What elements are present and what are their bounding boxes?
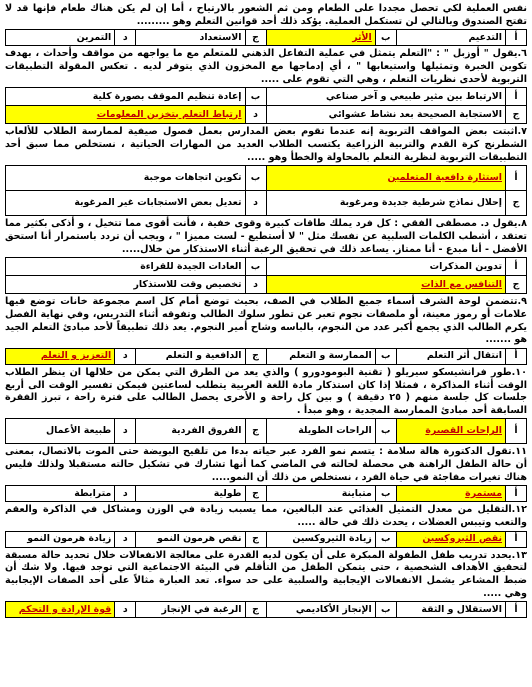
- option-letter: ج: [506, 106, 527, 124]
- question-line: الصندوق وبالتالي لن تستكمل العملية. يؤكد ذلك أحد قوانين التعلم وهو .........: [136, 15, 503, 27]
- option-letter: ب: [245, 166, 266, 191]
- question-line: الأفضل - أنا مبدع - أنا ممتاز. يساعد ذلك في تحقيق الرغبة أثناء الاستذكار من خلال.....: [121, 243, 527, 255]
- option-b-answer[interactable]: الأثر: [266, 30, 375, 46]
- option-letter: ج: [245, 30, 266, 46]
- options-table: [5, 348, 527, 365]
- question-line: يكرم الطالب الذي يجمع أكبر عدد من النجوم، بالباسه وشاح أمير النجوم. يعد ذلك تطبيقاً لأحد مبادئ التعلم الجيد: [5, 321, 527, 333]
- question-6: [5, 48, 527, 124]
- option-d-answer[interactable]: ارتباط التعلم بتخزين المعلومات: [6, 106, 246, 124]
- option-letter: أ: [506, 602, 527, 618]
- option-b[interactable]: متباينة: [266, 486, 375, 502]
- question-11: [5, 446, 527, 502]
- question-line: تكوين الخبرة وتمثيلها واستيعابها " ، أي إدماجها مع المخزون الذي يتوفر لديه . تعكس المقولة التطبيقات: [5, 60, 527, 72]
- question-line: التربوية لأحدى نظريات التعلم ، وهي التي تقوم على .....: [260, 73, 527, 85]
- question-9: [5, 296, 527, 365]
- question-line: ٦.يقول " أوزبل " : "التعلم يتمثل في عملية التفاعل الذهني للمتعلم مع ما يواجهه من مواقف وأحداث ، بهدف: [5, 48, 527, 60]
- option-c-answer[interactable]: التنافس مع الذات: [266, 276, 506, 294]
- option-letter: د: [245, 106, 266, 124]
- question-text: [5, 126, 527, 164]
- question-text: [5, 367, 527, 418]
- options-table: [5, 485, 527, 502]
- option-d[interactable]: تعديل بعض الاستجابات غير المرغوبة: [6, 191, 246, 216]
- options-table: [5, 531, 527, 548]
- question-text: [5, 446, 527, 484]
- question-line: علامات أو رموز معينة، أو ملصقات نجوم تعبر عن تطور سلوك الطالب وتفوقه أثناء التدريس، وفي نهاية الفصل: [5, 308, 527, 320]
- option-letter: أ: [506, 348, 527, 364]
- options-table: [5, 601, 527, 618]
- exam-page: [5, 3, 527, 618]
- option-b[interactable]: زيادة الثيروكسين: [266, 531, 375, 547]
- option-a[interactable]: انتقال أثر التعلم: [396, 348, 505, 364]
- option-a-answer[interactable]: الراحات القصيرة: [396, 419, 505, 444]
- option-letter: ب: [245, 88, 266, 106]
- question-line: ٨.يقول د. مصطفى الفقي : كل فرد يملك طاقات كبيرة وقوى خفية ، فأنت أقوى مما تتخيل ، و أذكى بكثير مما: [5, 218, 527, 230]
- option-letter: ج: [245, 348, 266, 364]
- option-d[interactable]: مترابطة: [6, 486, 115, 502]
- option-c[interactable]: الاستعداد: [136, 30, 245, 46]
- question-line: وهي .....: [483, 587, 527, 599]
- option-c[interactable]: الاستجابة الصحيحة بعد نشاط عشوائي: [266, 106, 506, 124]
- option-b[interactable]: إعادة تنظيم الموقف بصورة كلية: [6, 88, 246, 106]
- question-line: تغيرات مفاجئة في حياة الفرد ، نستخلص من ذلك أن النمو.....: [211, 471, 501, 483]
- option-a-answer[interactable]: نقص الثيروكسين: [396, 531, 505, 547]
- option-letter: أ: [506, 486, 527, 502]
- option-d[interactable]: تخصيص وقت للاستذكار: [6, 276, 246, 294]
- option-a[interactable]: الارتباط بين مثير طبيعي و آخر صناعي: [266, 88, 506, 106]
- option-b[interactable]: الممارسة و التعلم: [266, 348, 375, 364]
- option-letter: ج: [245, 419, 266, 444]
- option-letter: أ: [506, 258, 527, 276]
- option-a-answer[interactable]: مستمرة: [396, 486, 505, 502]
- options-table: [5, 257, 527, 294]
- question-13: [5, 550, 527, 619]
- question-line: أن حالة الطفل الراهنة هي محصلة لحالته في الماضي كما أنها تشارك في تشكيل حالته مستقبلا ولذلك فليس هناك: [5, 459, 527, 483]
- option-letter: ج: [245, 486, 266, 502]
- option-letter: د: [115, 531, 136, 547]
- option-d-answer[interactable]: قوة الإرادة و التحكم: [6, 602, 115, 618]
- option-c[interactable]: الرغبة في الإنجاز: [136, 602, 245, 618]
- question-line: الشطرنج كرة القدم والتربية الزراعية يكتسب الطلاب العديد من المهارات الحياتية ، نستخلص مما سبق أحد: [5, 138, 527, 150]
- question-line: ١١.تقول الدكتورة هالة سلامة : يتسم نمو الفرد عبر حياته بدءا من تلقيح البويضة حتى الموت بالاتصال، بمعنى: [5, 446, 527, 458]
- option-a[interactable]: الاستقلال و الثقة: [396, 602, 505, 618]
- option-c[interactable]: إحلال نماذج شرطية جديدة ومرغوبة: [266, 191, 506, 216]
- question-text: [5, 550, 527, 601]
- option-letter: ج: [245, 602, 266, 618]
- option-a-answer[interactable]: استثارة دافعية المتعلمين: [266, 166, 506, 191]
- options-table: [5, 418, 527, 444]
- option-d[interactable]: التمرين: [6, 30, 115, 46]
- option-b[interactable]: تكوين اتجاهات موجبة: [6, 166, 246, 191]
- question-line: الوقت أثناء المذاكرة ، فمثلا إذا كان استذكار مادة اللغة العربية يتطلب لساعتين فيمكن تفسير الوقت الى أربع: [5, 379, 527, 391]
- option-letter: أ: [506, 419, 527, 444]
- option-letter: د: [245, 191, 266, 216]
- option-letter: ب: [375, 348, 396, 364]
- question-line: لتحقيق الأهداف الشخصية ، حتى يتمكن الطفل من التأقلم في البيئة الاجتماعية التي توجد فيها. ولا شك أن ضبط: [5, 562, 527, 587]
- option-letter: د: [115, 486, 136, 502]
- option-d-answer[interactable]: التعزيز و التعلم: [6, 348, 115, 364]
- option-c[interactable]: الدافعية و التعلم: [136, 348, 245, 364]
- option-letter: ب: [375, 602, 396, 618]
- option-letter: د: [115, 602, 136, 618]
- options-table: [5, 29, 527, 46]
- question-text: [5, 48, 527, 86]
- option-letter: د: [115, 30, 136, 46]
- option-b[interactable]: العادات الجيدة للقراءة: [6, 258, 246, 276]
- question-text: [5, 504, 527, 529]
- question-line: ١٠.طور فرانشيسكو سيريلو ( تقنية البومودورو ) والذي يعد من الطرق التي يمكن من خلالها ان ينظر الطلاب: [5, 366, 527, 378]
- option-letter: ج: [506, 276, 527, 294]
- option-d[interactable]: طبيعة الأعمال: [6, 419, 115, 444]
- option-letter: ب: [245, 258, 266, 276]
- option-letter: ب: [375, 30, 396, 46]
- question-line: تعتقد ، أشطب الكلمات السلبية عن نفسك مثل " لا أستطيع - لست مميزا " ، ويجب أن تردد باستمرار أنا استحق: [5, 230, 527, 242]
- question-intro: [5, 3, 527, 46]
- option-a[interactable]: التدعيم: [396, 30, 505, 46]
- question-line: السابقة أحد مبادئ الممارسة المجدية ، وهو مبدأ .: [296, 404, 527, 416]
- question-line: هو .......: [485, 334, 527, 346]
- option-letter: ب: [375, 531, 396, 547]
- question-line: وتيبس العضلات ، يحدث ذلك في حالة .....: [297, 517, 492, 529]
- question-line: نفس العملية لكي تحصل مجددا على الطعام ومن ثم الشعور بالارتياح ، أما إن لم يكن هناك طعام فإنها قد لا تفتح: [5, 3, 527, 27]
- question-line: جلسات كل جلسة منهم ( ٢٥ دقيقة ) و بين كل راحة و الأخرى يحصل الطالب على فترة راحة ، تبرز الفقرة: [5, 392, 527, 404]
- option-a[interactable]: تدوين المذكرات: [266, 258, 506, 276]
- question-line: ١٢.التقليل من معدل التمثيل الغذائي عند البالغين، مما يسبب زيادة في الوزن ومشاكل في الذاكرة والعقم والتعب: [5, 504, 527, 529]
- option-b[interactable]: الراحات الطويلة: [266, 419, 375, 444]
- options-table: [5, 165, 527, 216]
- option-letter: أ: [506, 166, 527, 191]
- question-line: ٧.اثبتت بعض المواقف التربوية إنه عندما تقوم بعض المدارس بعمل فصول صيفية لممارسة الطلاب للألعاب: [5, 126, 527, 138]
- option-letter: ب: [375, 486, 396, 502]
- question-line: التطبيقات التربوية لنظرية التعلم بالمحاولة والخطأ وهو .....: [247, 151, 527, 163]
- question-line: ٩.تتضمن لوحة الشرف أسماء جميع الطلاب في الصف، بحيث توضع أمام كل اسم مجموعة خانات توضع فيها: [5, 296, 527, 308]
- question-text: [5, 296, 527, 347]
- question-text: [5, 3, 527, 28]
- question-line: ١٣.يحدد تدريب طفل الطفولة المبكرة على أن يكون لديه القدرة على معالجة الانفعالات خلال تحديد حالة مسبقة: [5, 549, 527, 561]
- question-text: [5, 218, 527, 256]
- option-letter: ج: [245, 531, 266, 547]
- option-c[interactable]: نقص هرمون النمو: [136, 531, 245, 547]
- option-letter: ج: [506, 191, 527, 216]
- option-letter: أ: [506, 30, 527, 46]
- question-7: [5, 126, 527, 216]
- option-letter: ب: [375, 419, 396, 444]
- option-letter: د: [115, 348, 136, 364]
- question-10: [5, 367, 527, 445]
- option-letter: د: [115, 419, 136, 444]
- option-letter: أ: [506, 531, 527, 547]
- option-b[interactable]: الإنجاز الأكاديمي: [266, 602, 375, 618]
- option-d[interactable]: زيادة هرمون النمو: [6, 531, 115, 547]
- options-table: [5, 87, 527, 124]
- option-c[interactable]: طولية: [136, 486, 245, 502]
- option-c[interactable]: الفروق الفردية: [136, 419, 245, 444]
- option-letter: د: [245, 276, 266, 294]
- question-12: [5, 504, 527, 547]
- option-letter: أ: [506, 88, 527, 106]
- question-line: المشاعر يشمل الانفعالات الإيجابية والسلبية على حد سواء. تعد العبارة مثالاً على أحد الصفات الإيجابية: [5, 575, 499, 587]
- question-8: [5, 218, 527, 294]
